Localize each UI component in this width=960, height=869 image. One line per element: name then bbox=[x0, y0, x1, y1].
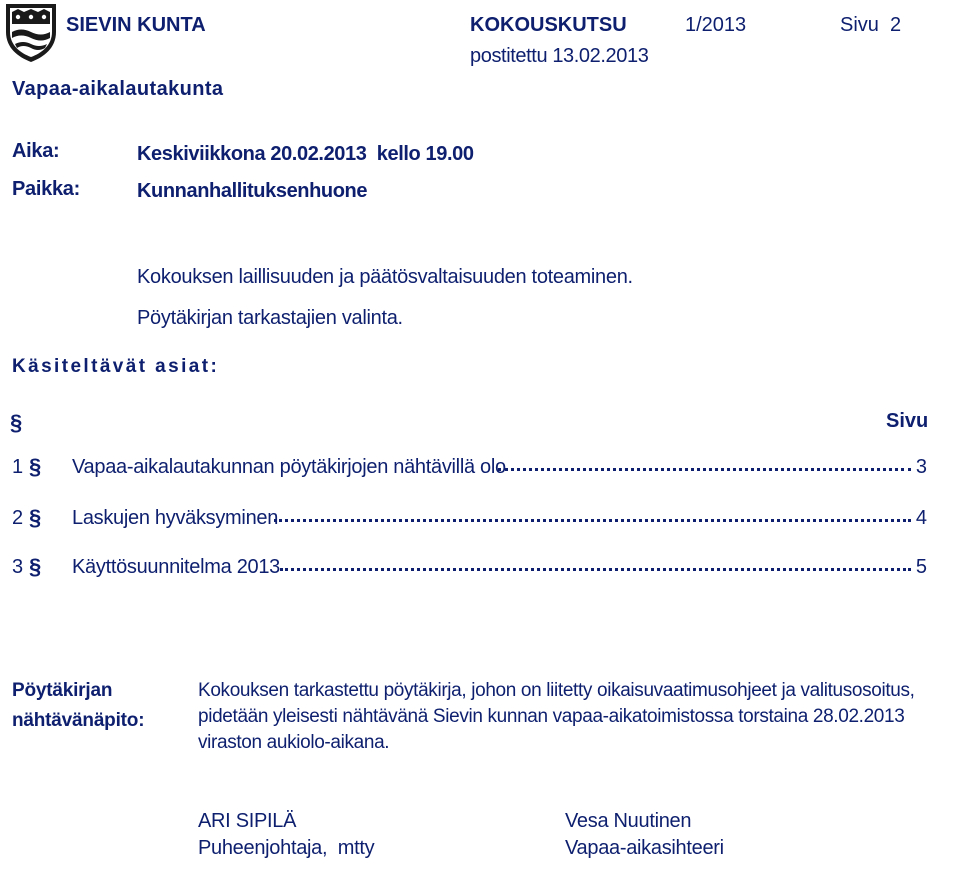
org-name: SIEVIN KUNTA bbox=[66, 14, 206, 36]
minutes-display-label: Pöytäkirjan bbox=[12, 680, 113, 701]
signature-title: Puheenjohtaja, mtty bbox=[198, 837, 375, 859]
section-sign-icon: § bbox=[29, 554, 42, 579]
signature-name: Vesa Nuutinen bbox=[565, 810, 692, 832]
board-name: Vapaa-aikalautakunta bbox=[12, 78, 224, 100]
doc-type: KOKOUSKUTSU bbox=[470, 14, 627, 36]
time-value: Keskiviikkona 20.02.2013 kello 19.00 bbox=[137, 143, 474, 165]
signature-title: Vapaa-aikasihteeri bbox=[565, 837, 724, 859]
signature-name: ARI SIPILÄ bbox=[198, 810, 297, 832]
time-label: Aika: bbox=[12, 140, 60, 162]
toc-number: 3 bbox=[12, 556, 24, 578]
minutes-display-label: nähtävänäpito: bbox=[12, 710, 145, 731]
toc-title: Vapaa-aikalautakunnan pöytäkirjojen nähtävillä olo bbox=[72, 456, 506, 478]
intro-line: Pöytäkirjan tarkastajien valinta. bbox=[137, 307, 403, 329]
toc-page-header: Sivu bbox=[886, 410, 929, 432]
toc-leader-dots bbox=[498, 468, 911, 471]
toc-page-number: 4 bbox=[915, 507, 927, 529]
toc-number: 2 bbox=[12, 507, 24, 529]
place-value: Kunnanhallituksenhuone bbox=[137, 180, 368, 202]
toc-leader-dots bbox=[274, 519, 911, 522]
toc-row bbox=[12, 556, 927, 582]
toc-leader-dots bbox=[280, 568, 911, 571]
section-sign-icon: § bbox=[29, 454, 42, 479]
toc-page-number: 3 bbox=[915, 456, 927, 478]
posted-date: postitettu 13.02.2013 bbox=[470, 45, 649, 67]
section-sign-icon: § bbox=[10, 410, 23, 435]
coat-of-arms-icon bbox=[4, 2, 58, 64]
toc-title: Laskujen hyväksyminen bbox=[72, 507, 279, 529]
page-label: Sivu 2 bbox=[840, 14, 902, 36]
toc-number: 1 bbox=[12, 456, 24, 478]
intro-line: Kokouksen laillisuuden ja päätösvaltaisuuden toteaminen. bbox=[137, 266, 633, 288]
section-sign-icon: § bbox=[29, 505, 42, 530]
minutes-display-text: pidetään yleisesti nähtävänä Sievin kunnan vapaa-aikatoimistossa torstaina 28.02.2013 bbox=[198, 706, 905, 727]
toc-row bbox=[12, 507, 927, 533]
items-heading: Käsiteltävät asiat: bbox=[12, 356, 220, 377]
toc-page-number: 5 bbox=[915, 556, 927, 578]
toc-row bbox=[12, 456, 927, 482]
toc-title: Käyttösuunnitelma 2013 bbox=[72, 556, 280, 578]
minutes-display-text: viraston aukiolo-aikana. bbox=[198, 732, 390, 753]
minutes-display-text: Kokouksen tarkastettu pöytäkirja, johon on liitetty oikaisuvaatimusohjeet ja valitusosoitus, bbox=[198, 680, 915, 701]
doc-number: 1/2013 bbox=[685, 14, 747, 36]
place-label: Paikka: bbox=[12, 178, 80, 200]
